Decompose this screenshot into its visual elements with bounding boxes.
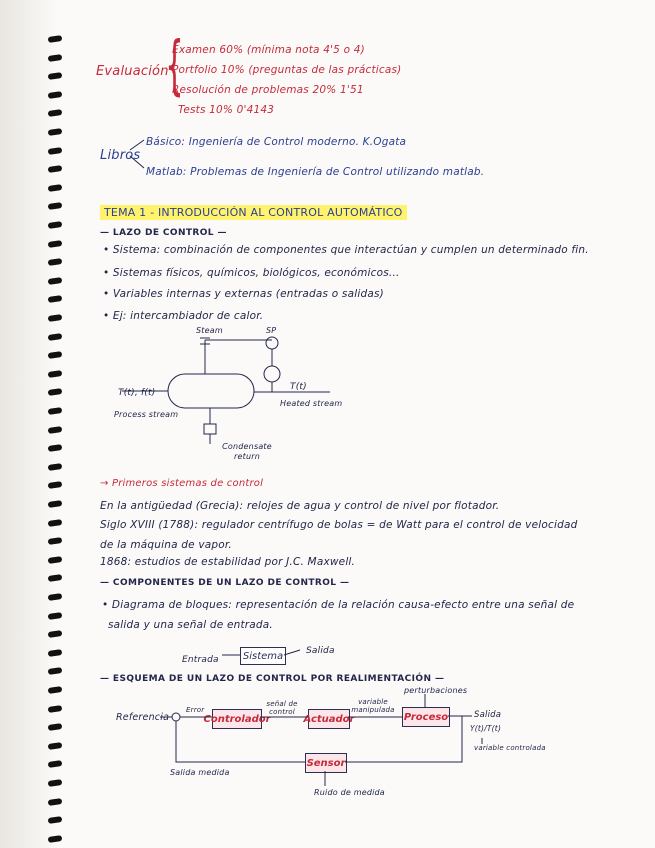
entrada-label: Entrada — [182, 655, 219, 665]
evaluacion-item-2: Portfolio 10% (preguntas de las prácticas) — [172, 64, 402, 76]
tema-title: TEMA 1 - INTRODUCCIÓN AL CONTROL AUTOMÁTICO — [100, 206, 407, 219]
tema-bullet-3: • Variables internas y externas (entradas o salidas) — [103, 288, 384, 300]
variable-manipulada-label: variable manipulada — [351, 698, 395, 714]
evaluacion-brace: { — [165, 29, 184, 103]
sp-label: SP — [266, 326, 277, 335]
tema-bullet-2: • Sistemas físicos, químicos, biológicos, económicos... — [103, 267, 400, 279]
variable-controlada-label: variable controlada — [474, 744, 546, 752]
evaluacion-item-3: Resolución de problemas 20% 1'51 — [172, 84, 364, 96]
tema-bullet-1: • Sistema: combinación de componentes que interactúan y cumplen un determinado fin. — [103, 244, 589, 256]
tema-bullet-4: • Ej: intercambiador de calor. — [103, 310, 264, 322]
libros-arrow-1 — [130, 140, 144, 150]
salida-arrow — [284, 650, 300, 655]
libros-label: Libros — [100, 148, 141, 163]
controlador-box: Controlador — [212, 709, 262, 729]
primeros-line-4: 1868: estudios de estabilidad por J.C. Maxwell. — [100, 556, 356, 568]
salida-label-1: Salida — [306, 646, 335, 656]
feedback-right — [345, 716, 462, 762]
error-label: Error — [186, 706, 205, 714]
primeros-heading: → Primeros sistemas de control — [100, 478, 264, 489]
componentes-line-2: salida y una señal de entrada. — [108, 619, 273, 631]
evaluacion-label: Evaluación — [96, 64, 169, 79]
tout-label: T(t) — [290, 382, 307, 392]
condensate-label: Condensate return — [222, 442, 272, 461]
evaluacion-item-1: Examen 60% (mínima nota 4'5 o 4) — [172, 44, 365, 56]
sensor-box: Sensor — [305, 753, 347, 773]
esquema-heading: — ESQUEMA DE UN LAZO DE CONTROL POR REALIMENTACIÓN — — [100, 674, 445, 684]
senal-control-label: señal de control — [266, 700, 298, 716]
ruido-medida-label: Ruido de medida — [314, 788, 385, 797]
primeros-line-1: En la antigüedad (Grecia): relojes de agua y control de nivel por flotador. — [100, 500, 500, 512]
heated-stream-label: Heated stream — [280, 399, 343, 408]
componentes-line-1: • Diagrama de bloques: representación de la relación causa-efecto entre una señal de — [102, 599, 575, 611]
process-stream-label: Process stream — [114, 410, 179, 419]
primeros-line-2: Siglo XVIII (1788): regulador centrífugo de bolas = de Watt para el control de velocidad — [100, 519, 578, 531]
transmitter-bubble — [264, 366, 280, 382]
yct-label: Y(t)/T(t) — [470, 724, 502, 733]
steam-trap — [204, 424, 216, 434]
componentes-heading: — COMPONENTES DE UN LAZO DE CONTROL — — [100, 578, 350, 588]
steam-label: Steam — [196, 326, 223, 335]
salida-label-2: Salida — [474, 710, 502, 720]
perturbaciones-label: perturbaciones — [404, 686, 468, 695]
primeros-line-3: de la máquina de vapor. — [100, 539, 232, 551]
controller-bubble — [266, 337, 278, 349]
actuador-box: Actuador — [308, 709, 350, 729]
evaluacion-item-4: Tests 10% 0'4143 — [178, 104, 275, 116]
summing-junction — [172, 713, 180, 721]
proceso-box: Proceso — [402, 707, 450, 727]
input-label: T(t), f(t) — [118, 388, 156, 398]
sistema-box: Sistema — [240, 647, 286, 665]
libros-item-1: Básico: Ingeniería de Control moderno. K.Ogata — [146, 136, 407, 148]
lazo-heading: — LAZO DE CONTROL — — [100, 228, 227, 238]
heat-exchanger-shell — [168, 374, 254, 408]
libros-arrow-2 — [130, 156, 144, 168]
feedback-left — [176, 721, 305, 762]
libros-item-2: Matlab: Problemas de Ingeniería de Control utilizando matlab. — [146, 166, 485, 178]
referencia-label: Referencia — [116, 712, 170, 723]
salida-medida-label: Salida medida — [170, 768, 230, 777]
